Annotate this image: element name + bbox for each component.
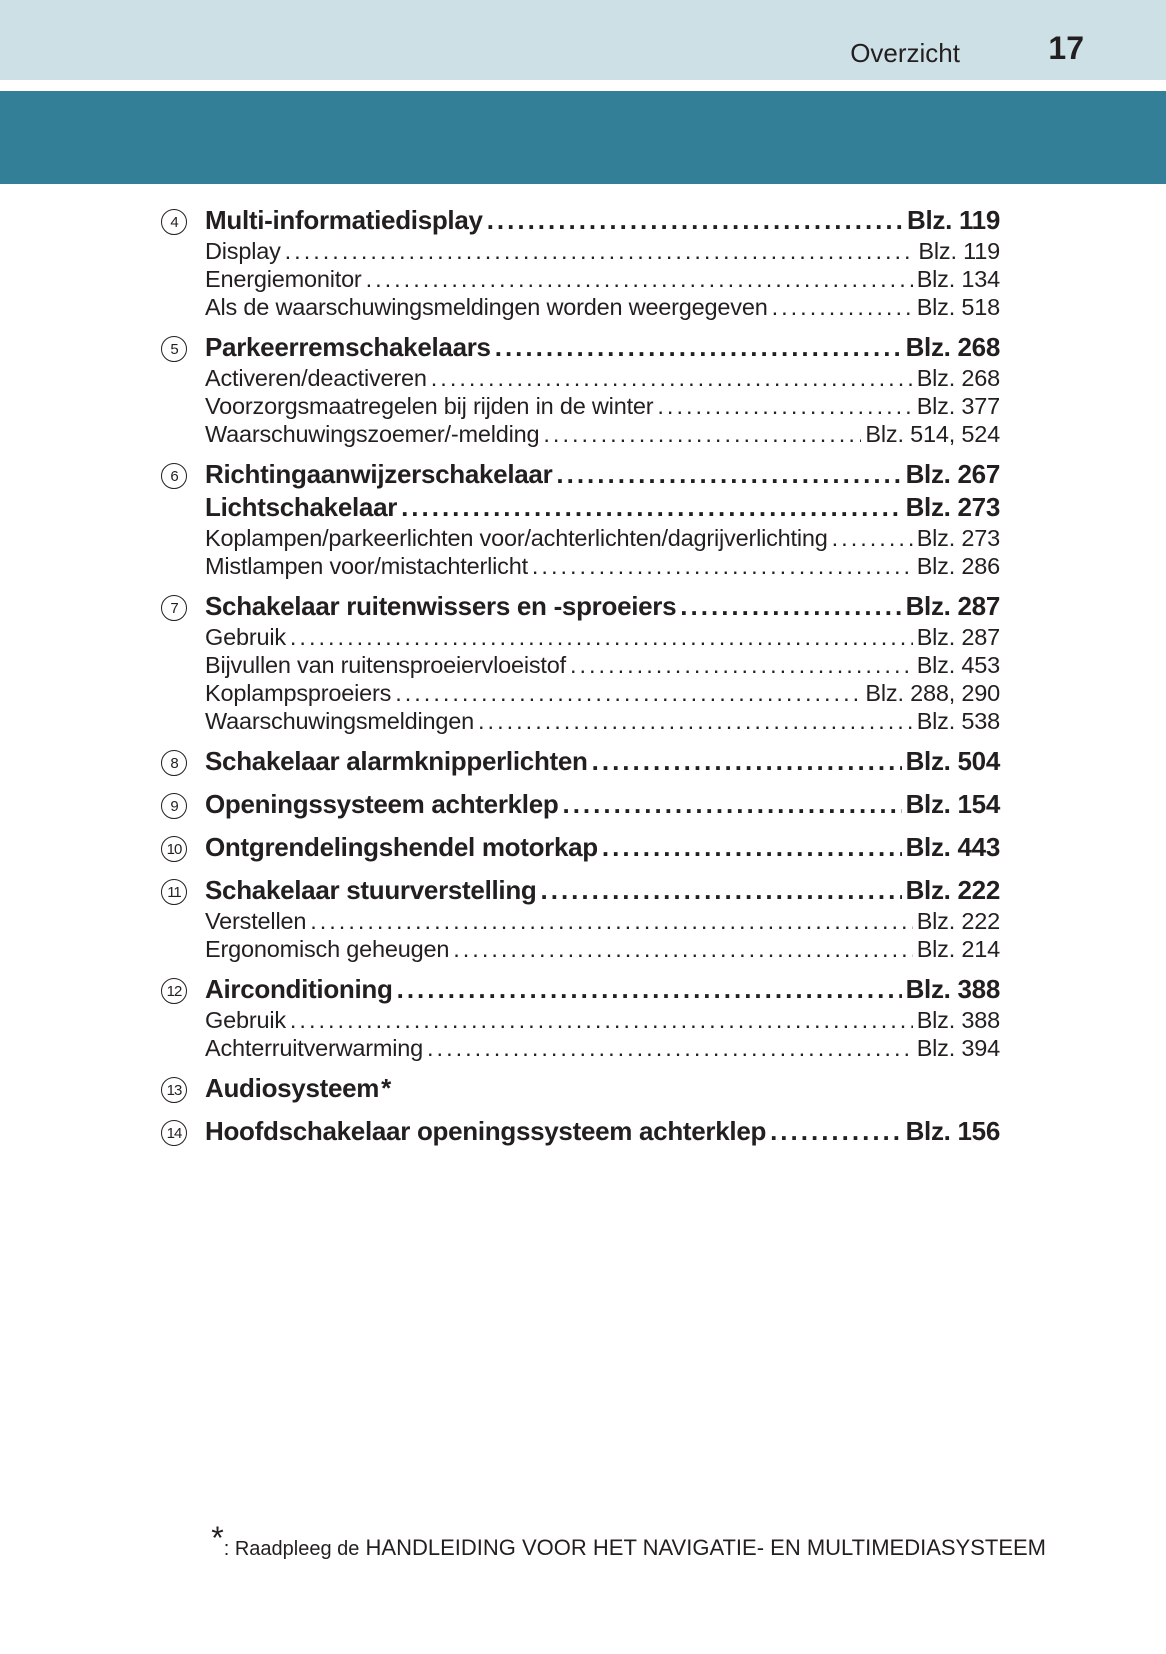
dot-leader [478,707,913,735]
toc-main-label: Audiosysteem [205,1073,380,1103]
dot-leader [832,524,913,552]
toc-page-ref: Blz. 268 [905,332,1000,362]
dot-leader [532,552,913,580]
toc-sub-label: Koplampen/parkeerlichten voor/achterlichten/dagrijverlichting [205,525,828,551]
toc-page-ref: Blz. 154 [905,789,1000,819]
circled-number-marker: 12 [161,978,187,1004]
toc-sub-line [205,364,1000,392]
toc-page-ref: Blz. 518 [916,294,1000,320]
circled-number-marker: 5 [161,336,187,362]
dot-leader [495,331,902,364]
toc-main-label: Hoofdschakelaar openingssysteem achterklep [205,1116,767,1146]
dot-leader [772,293,913,321]
dot-leader [543,420,861,448]
toc-page-ref: Blz. 267 [905,459,1000,489]
toc-sub-label: Gebruik [205,624,286,650]
dot-leader [592,745,902,778]
toc-main-line [205,590,1000,623]
toc-main-line [205,458,1000,491]
toc-page-ref: Blz. 119 [918,238,1000,264]
toc-main-label: Airconditioning [205,974,393,1004]
toc-page-ref: Blz. 514, 524 [865,421,1000,447]
toc-entry [160,331,1000,448]
toc-sub-label: Achterruitverwarming [205,1035,424,1061]
toc-page-ref: Blz. 288, 290 [865,680,1000,706]
circled-number-marker: 6 [161,463,187,489]
toc-sub-label: Activeren/deactiveren [205,365,427,391]
toc-sub-line [205,935,1000,963]
dot-leader [570,651,913,679]
toc-entry [160,1115,1000,1148]
circled-number-marker: 13 [161,1077,187,1103]
toc-main-line [205,973,1000,1006]
toc-page-ref: Blz. 286 [916,553,1000,579]
circled-number-marker: 8 [161,750,187,776]
toc-sub-label: Waarschuwingsmeldingen [205,708,475,734]
toc-sub-line [205,1006,1000,1034]
toc-sub-line [205,707,1000,735]
toc-page-ref: Blz. 388 [916,1007,1000,1033]
toc-sub-line [205,392,1000,420]
dot-leader [556,458,901,491]
toc-sub-label: Voorzorgsmaatregelen bij rijden in de winter [205,393,654,419]
toc-page-ref: Blz. 273 [916,525,1000,551]
toc-main-line [205,204,1000,237]
dot-leader [453,935,912,963]
toc-sub-label: Koplampsproeiers [205,680,392,706]
footnote-asterisk: * [381,1073,391,1103]
toc-main-line [205,874,1000,907]
toc-page-ref: Blz. 504 [905,746,1000,776]
toc-main-line [205,491,1000,524]
toc-sub-label: Energiemonitor [205,266,362,292]
circled-number-marker: 14 [161,1120,187,1146]
toc-sub-line [205,524,1000,552]
toc-sub-line [205,907,1000,935]
footnote-asterisk: * [211,1520,224,1556]
circled-number-marker: 4 [161,209,187,235]
dot-leader [285,237,915,265]
toc-sub-label: Display [205,238,281,264]
header-band-light [0,0,1166,80]
toc-page-ref: Blz. 156 [905,1116,1000,1146]
toc-main-label: Parkeerremschakelaars [205,332,491,362]
dot-leader [541,874,902,907]
circled-number-marker: 9 [161,793,187,819]
toc-page-ref: Blz. 222 [916,908,1000,934]
dot-leader [395,679,861,707]
toc-sub-line [205,623,1000,651]
toc-sub-line [205,293,1000,321]
toc-page-ref: Blz. 268 [916,365,1000,391]
toc-page-ref: Blz. 119 [907,205,1000,235]
dot-leader [366,265,913,293]
toc-sub-line [205,265,1000,293]
toc-page-ref: Blz. 222 [905,875,1000,905]
circled-number-marker: 10 [161,836,187,862]
toc-page-ref: Blz. 443 [905,832,1000,862]
dot-leader [401,491,902,524]
toc-entry [160,874,1000,963]
page-number: 17 [1048,30,1084,66]
toc-page-ref: Blz. 388 [905,974,1000,1004]
toc-page-ref: Blz. 287 [916,624,1000,650]
header-band-dark [0,91,1166,184]
dot-leader [397,973,902,1006]
dot-leader [290,623,913,651]
toc-main-line [205,331,1000,364]
toc-sub-line [205,679,1000,707]
toc-entry [160,788,1000,821]
toc-page-ref: Blz. 214 [916,936,1000,962]
toc-sub-label: Waarschuwingszoemer/-melding [205,421,540,447]
toc-page-ref: Blz. 394 [916,1035,1000,1061]
circled-number-marker: 7 [161,595,187,621]
table-of-contents [160,204,1000,1158]
toc-main-label: Openingssysteem achterklep [205,789,559,819]
toc-entry [160,458,1000,580]
toc-entry [160,831,1000,864]
toc-main-label: Multi-informatiedisplay [205,205,483,235]
toc-main-line [205,1072,1000,1105]
dot-leader [487,204,903,237]
toc-entry [160,1072,1000,1105]
toc-sub-line [205,1034,1000,1062]
toc-main-label: Richtingaanwijzerschakelaar [205,459,553,489]
toc-main-label: Lichtschakelaar [205,492,398,522]
toc-main-label: Ontgrendelingshendel motorkap [205,832,598,862]
toc-sub-line [205,420,1000,448]
dot-leader [290,1006,913,1034]
toc-page-ref: Blz. 538 [916,708,1000,734]
toc-sub-label: Bijvullen van ruitensproeiervloeistof [205,652,566,678]
toc-sub-label: Verstellen [205,908,307,934]
toc-main-label: Schakelaar ruitenwissers en -sproeiers [205,591,677,621]
toc-main-label: Schakelaar alarmknipperlichten [205,746,588,776]
toc-main-line [205,745,1000,778]
toc-sub-label: Mistlampen voor/mistachterlicht [205,553,528,579]
toc-main-line [205,831,1000,864]
dot-leader [770,1115,901,1148]
footnote-prefix: : Raadpleeg de [223,1538,360,1560]
toc-sub-line [205,552,1000,580]
toc-page-ref: Blz. 377 [916,393,1000,419]
dot-leader [602,831,902,864]
footnote-text: HANDLEIDING VOOR HET NAVIGATIE- EN MULTIMEDIASYSTEEM [365,1535,1046,1560]
dot-leader [431,364,913,392]
dot-leader [310,907,912,935]
toc-main-line [205,788,1000,821]
dot-leader [427,1034,913,1062]
toc-main-label: Schakelaar stuurverstelling [205,875,537,905]
dot-leader [680,590,901,623]
toc-sub-line [205,237,1000,265]
toc-entry [160,590,1000,735]
toc-sub-label: Gebruik [205,1007,286,1033]
section-title: Overzicht [850,38,960,68]
toc-page-ref: Blz. 287 [905,591,1000,621]
dot-leader [562,788,901,821]
toc-sub-line [205,651,1000,679]
toc-entry [160,973,1000,1062]
circled-number-marker: 11 [161,879,187,905]
toc-page-ref: Blz. 273 [905,492,1000,522]
toc-sub-label: Ergonomisch geheugen [205,936,450,962]
toc-entry [160,204,1000,321]
toc-page-ref: Blz. 453 [916,652,1000,678]
toc-entry [160,745,1000,778]
dot-leader [657,392,912,420]
toc-page-ref: Blz. 134 [916,266,1000,292]
toc-main-line [205,1115,1000,1148]
toc-sub-label: Als de waarschuwingsmeldingen worden weergegeven [205,294,768,320]
footnote [211,1520,1046,1561]
